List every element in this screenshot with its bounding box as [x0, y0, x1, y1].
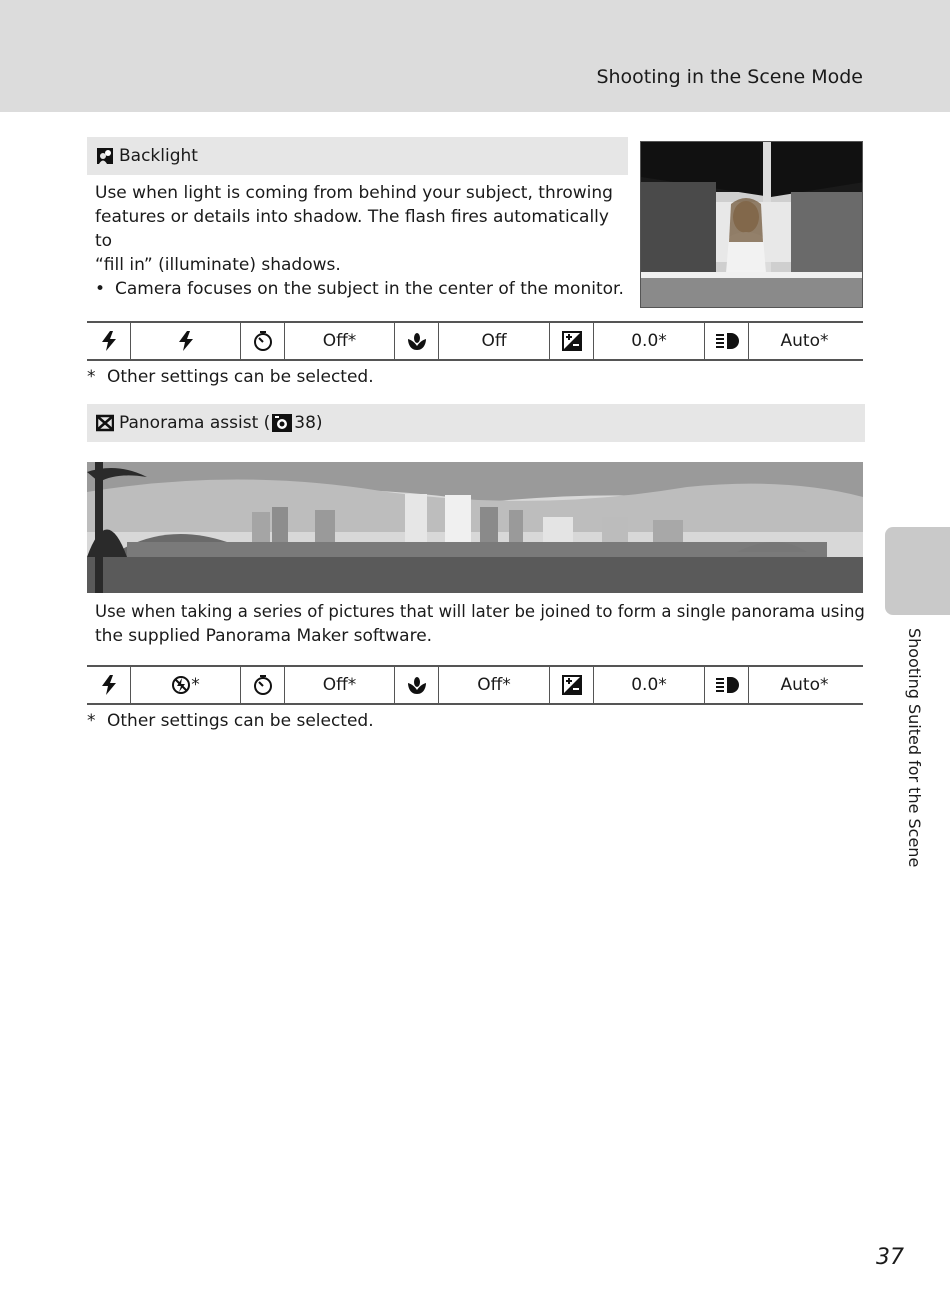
footnote-star: *	[87, 367, 96, 387]
backlight-scene-icon	[96, 147, 114, 165]
exposure-compensation-icon	[550, 323, 594, 359]
panorama-description-line: Use when taking a series of pictures that will later be joined to form a single panorama using	[95, 602, 865, 621]
exposure-compensation-value: 0.0*	[594, 667, 705, 703]
bullet-dot: •	[95, 279, 106, 299]
footnote-text: Other settings can be selected.	[107, 711, 374, 731]
flash-off-value	[131, 667, 241, 703]
panorama-assist-icon	[96, 414, 114, 432]
page-header-title: Shooting in the Scene Mode	[596, 66, 863, 88]
backlight-description	[95, 181, 625, 301]
backlight-footnote	[87, 367, 374, 387]
backlight-description-line: features or details into shadow. The flash fires automatically to	[95, 207, 609, 251]
footnote-text: Other settings can be selected.	[107, 367, 374, 387]
chapter-side-tab	[885, 527, 950, 615]
chapter-side-label: Shooting Suited for the Scene	[905, 628, 924, 868]
af-assist-icon	[705, 667, 749, 703]
panorama-title-prefix: Panorama assist (	[119, 413, 271, 433]
self-timer-icon	[241, 667, 285, 703]
flash-off-suffix: *	[191, 675, 200, 695]
backlight-title: Backlight	[119, 146, 198, 166]
macro-mode-value: Off	[439, 323, 550, 359]
af-assist-value: Auto*	[780, 331, 829, 351]
backlight-settings-table	[87, 321, 863, 361]
macro-mode-value: Off*	[439, 667, 550, 703]
panorama-footnote	[87, 711, 374, 731]
flash-off-icon	[171, 675, 191, 695]
backlight-example-photo	[640, 141, 863, 308]
panorama-skyline-photo	[87, 462, 863, 593]
flash-fill-icon	[131, 323, 241, 359]
footnote-star: *	[87, 711, 96, 731]
af-assist-value: Auto*	[780, 675, 829, 695]
self-timer-value: Off*	[285, 323, 395, 359]
flash-mode-icon	[87, 323, 131, 359]
backlight-section-heading	[87, 137, 628, 175]
af-assist-icon	[705, 323, 749, 359]
panorama-description-line: the supplied Panorama Maker software.	[95, 626, 433, 646]
backlight-bullet	[95, 277, 625, 301]
panorama-settings-table	[87, 665, 863, 705]
exposure-compensation-icon	[550, 667, 594, 703]
macro-mode-icon	[395, 667, 439, 703]
page-number: 37	[876, 1245, 904, 1270]
macro-mode-icon	[395, 323, 439, 359]
backlight-description-line: Use when light is coming from behind your subject, throwing	[95, 183, 613, 203]
self-timer-icon	[241, 323, 285, 359]
panorama-title-ref: 38)	[294, 413, 323, 433]
panorama-section-heading	[87, 404, 865, 442]
self-timer-value: Off*	[285, 667, 395, 703]
flash-mode-icon	[87, 667, 131, 703]
backlight-description-line: “fill in” (illuminate) shadows.	[95, 255, 341, 275]
backlight-bullet-text: Camera focuses on the subject in the center of the monitor.	[115, 279, 624, 299]
exposure-compensation-value: 0.0*	[594, 323, 705, 359]
panorama-description	[95, 600, 865, 648]
page-reference-icon	[272, 414, 292, 432]
page-header	[0, 0, 950, 112]
